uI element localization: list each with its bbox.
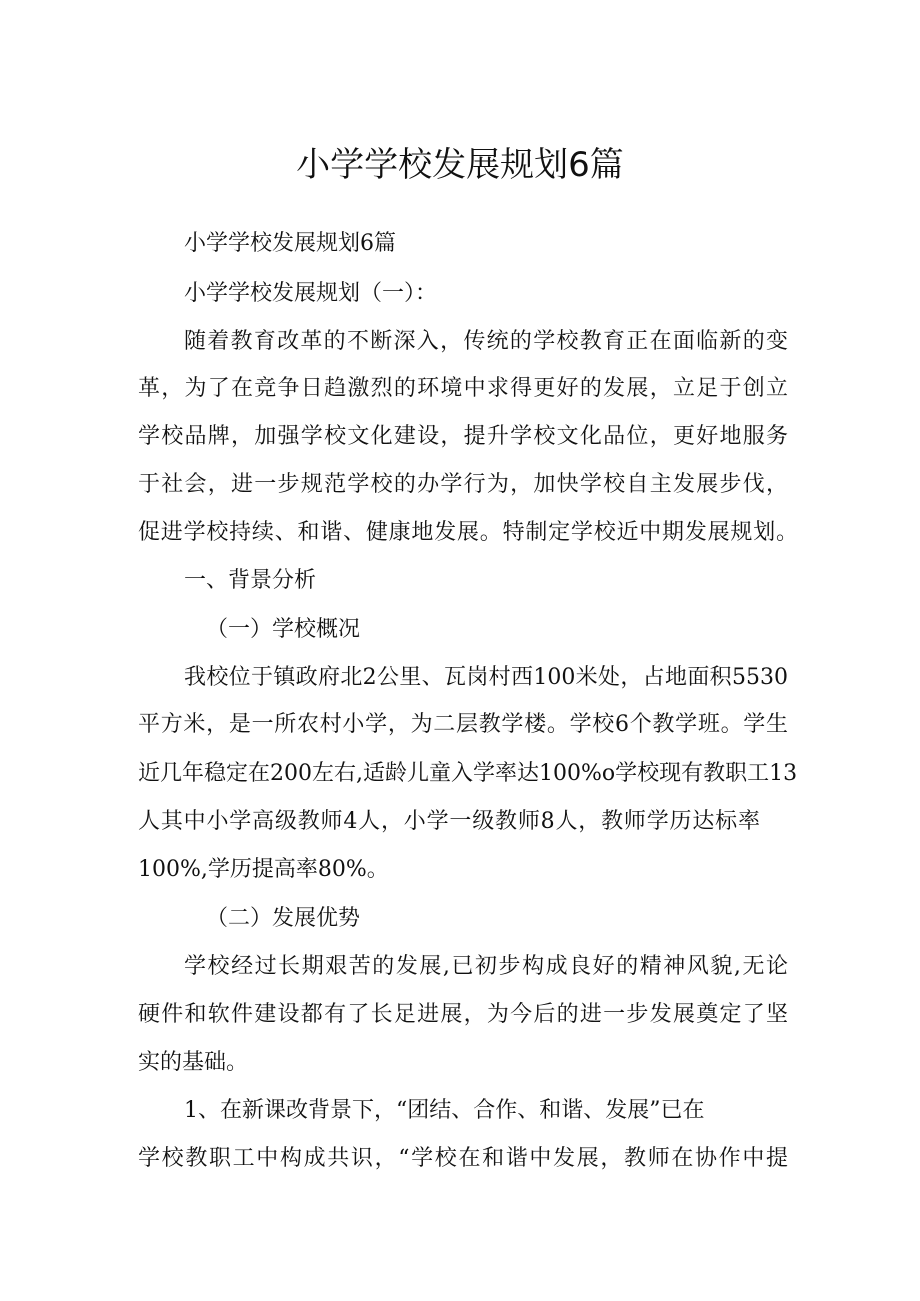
advantage-line-1: 学校经过长期艰苦的发展,已初步构成良好的精神风貌,无论 (184, 954, 788, 979)
overview-line-4: 人其中小学高级教师4人，小学一级教师8人，教师学历达标率 (138, 809, 760, 834)
overview-line-2: 平方米，是一所农村小学，为二层教学楼。学校6个教学班。学生 (138, 712, 788, 737)
overview-line-3: 近几年稳定在200左右,适龄儿童入学率达100%o学校现有教职工13 (138, 761, 798, 786)
intro-line-1: 随着教育改革的不断深入，传统的学校教育正在面临新的变 (184, 329, 788, 354)
advantage-line-3: 实的基础。 (138, 1050, 249, 1075)
intro-line-5: 促进学校持续、和谐、健康地发展。特制定学校近中期发展规划。 (138, 520, 798, 545)
point1-line-2: 学校教职工中构成共识，“学校在和谐中发展，教师在协作中提 (138, 1146, 788, 1171)
advantage-line-2: 硬件和软件建设都有了长足进展，为今后的进一步发展奠定了坚 (138, 1002, 788, 1027)
sub1-heading: （一）学校概况 (206, 617, 361, 642)
point1-line-1: 1、在新课改背景下，“团结、合作、和谐、发展”已在 (184, 1098, 705, 1123)
intro-line-4: 于社会，进一步规范学校的办学行为，加快学校自主发展步伐， (138, 472, 788, 497)
section-heading: 小学学校发展规划（一）： (184, 281, 438, 306)
sub2-heading: （二）发展优势 (206, 906, 361, 931)
overview-line-1: 我校位于镇政府北2公里、瓦岗村西100米处，占地面积5530 (184, 665, 788, 690)
intro-line-2: 革，为了在竞争日趋激烈的环境中求得更好的发展，立足于创立 (138, 376, 788, 401)
subtitle: 小学学校发展规划6篇 (184, 231, 396, 256)
overview-line-5: 100%,学历提高率80%。 (138, 857, 389, 882)
intro-line-3: 学校品牌，加强学校文化建设，提升学校文化品位，更好地服务 (138, 424, 788, 449)
part1-heading: 一、背景分析 (184, 568, 317, 593)
document-title: 小学学校发展规划6篇 (296, 145, 624, 185)
